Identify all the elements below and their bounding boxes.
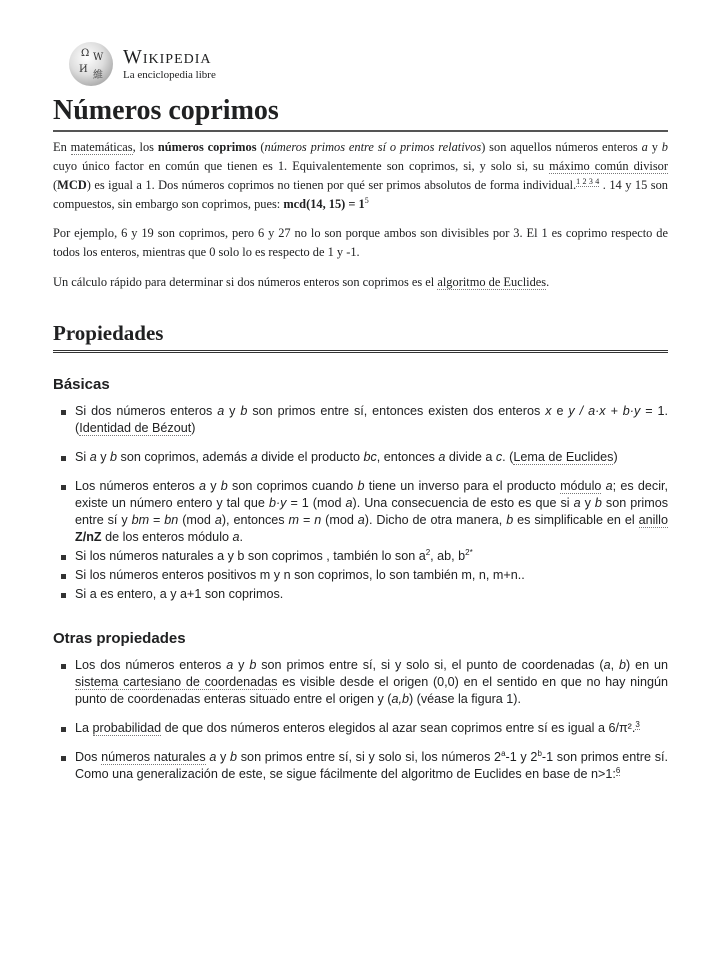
link-lema-euclides[interactable]: Lema de Euclides — [513, 450, 614, 464]
link-numeros-naturales[interactable]: números naturales — [101, 750, 206, 764]
glyph: 維 — [93, 70, 103, 81]
reference-3[interactable]: 3 — [635, 719, 640, 729]
glyph: Ω — [81, 48, 90, 59]
link-identidad-bezout[interactable]: Identidad de Bézout — [79, 421, 192, 435]
list-item: Si a y b son coprimos, además a divide el producto bc, entonces a divide a c. (Lema de Euclides) — [75, 449, 668, 466]
reference-6[interactable]: 6 — [615, 765, 621, 775]
list-item: La probabilidad de que dos números enteros elegidos al azar sean coprimos entre sí es igual a 6/π².$^3$ — [75, 720, 668, 737]
list-item: Los números enteros a y b son coprimos cuando b tiene un inverso para el producto módulo a; es decir, existe un número entero y tal que b·y = 1 (mod a). Una consecuencia de esto es que si a y b son primos entre sí y bm = bn (mod a), entonces m = n (mod a). Dicho de otra manera, b es simplificable en el anillo Z/nZ de los enteros módulo a. — [75, 479, 669, 544]
list-item: Si los números enteros positivos m y n son coprimos, lo son también m, n, m+n.. — [75, 567, 668, 584]
logo-title: Wikipedia — [123, 45, 212, 68]
logo-subtitle: La enciclopedia libre — [123, 68, 216, 81]
link-mcd[interactable]: máximo común divisor — [549, 159, 669, 173]
link-matematicas[interactable]: matemáticas — [70, 140, 133, 154]
link-algoritmo-euclides[interactable]: algoritmo de Euclides — [437, 275, 547, 289]
intro-paragraph-3: Un cálculo rápido para determinar si dos números enteros son coprimos es el algoritmo de Euclides. — [53, 275, 550, 289]
section-heading-propiedades: Propiedades — [53, 320, 668, 353]
list-item: Si dos números enteros a y b son primos entre sí, entonces existen dos enteros x e y / a·x + b·y = 1. (Identidad de Bézout) — [75, 404, 668, 435]
reference-5[interactable]: 5 — [364, 195, 369, 205]
intro-paragraph-1: En matemáticas, los números coprimos (números primos entre sí o primos relativos) son aquellos números enteros a y b cuyo único factor en común que tienen es 1. Equivalentemente son coprimos, si, y solo si, su máximo común divisor (MCD) es igual a 1. Dos números coprimos no tienen por qué ser primos absolutos de forma individual.$^{1 2 3 4}$ . 14 y 15 son compuestos, sin embargo son coprimos, pues: mcd(14, $15) = 1^5$ — [53, 140, 669, 211]
glyph: И — [79, 64, 88, 75]
math-mcd: mcd(14, 15) = 1 — [283, 197, 365, 211]
list-item: Dos números naturales a y b son primos entre sí, si y solo si, los números 2$^a$-1 y 2$^b$-1 son primos entre sí. Como una generalización de este, se sigue fácilmente del algoritmo de Euclides en base de n>1:$^6$ — [75, 748, 668, 781]
otras-list — [53, 657, 668, 783]
globe-icon — [69, 42, 113, 86]
link-probabilidad[interactable]: probabilidad — [92, 721, 162, 735]
list-item: Si a es entero, a y a+1 son coprimos. — [75, 586, 668, 603]
glyph: W — [93, 52, 104, 63]
basicas-list — [53, 403, 668, 603]
link-anillo[interactable]: anillo — [638, 513, 668, 527]
link-sistema-cartesiano[interactable]: sistema cartesiano de coordenadas — [75, 675, 278, 689]
link-modulo[interactable]: módulo — [560, 479, 602, 493]
reference-1-4[interactable]: 1 2 3 4 — [576, 176, 600, 186]
list-item: Los dos números enteros a y b son primos entre sí, si y solo si, el punto de coordenadas (a, b) en un sistema cartesiano de coordenadas es visible desde el origen (0,0) en el sentido en que no hay ningún punto de coordenadas enteras situado entre el origen y (a,b) (véase la figura 1). — [75, 658, 669, 706]
intro-paragraph-2: Por ejemplo, 6 y 19 son coprimos, pero 6 y 27 no lo son porque ambos son divisibles por 3. El 1 es coprimo respecto de todos los enteros, mientras que 0 solo lo es respecto de 1 y -1. — [53, 226, 668, 259]
subsection-heading-otras: Otras propiedades — [53, 630, 186, 647]
list-item: Si los números naturales a y b son coprimos , también lo son $a^2$, ab, $b^{2*}$ — [75, 548, 668, 565]
wikipedia-logo[interactable] — [69, 40, 668, 88]
page-title: Números coprimos — [53, 94, 668, 132]
subsection-heading-basicas: Básicas — [53, 376, 110, 393]
